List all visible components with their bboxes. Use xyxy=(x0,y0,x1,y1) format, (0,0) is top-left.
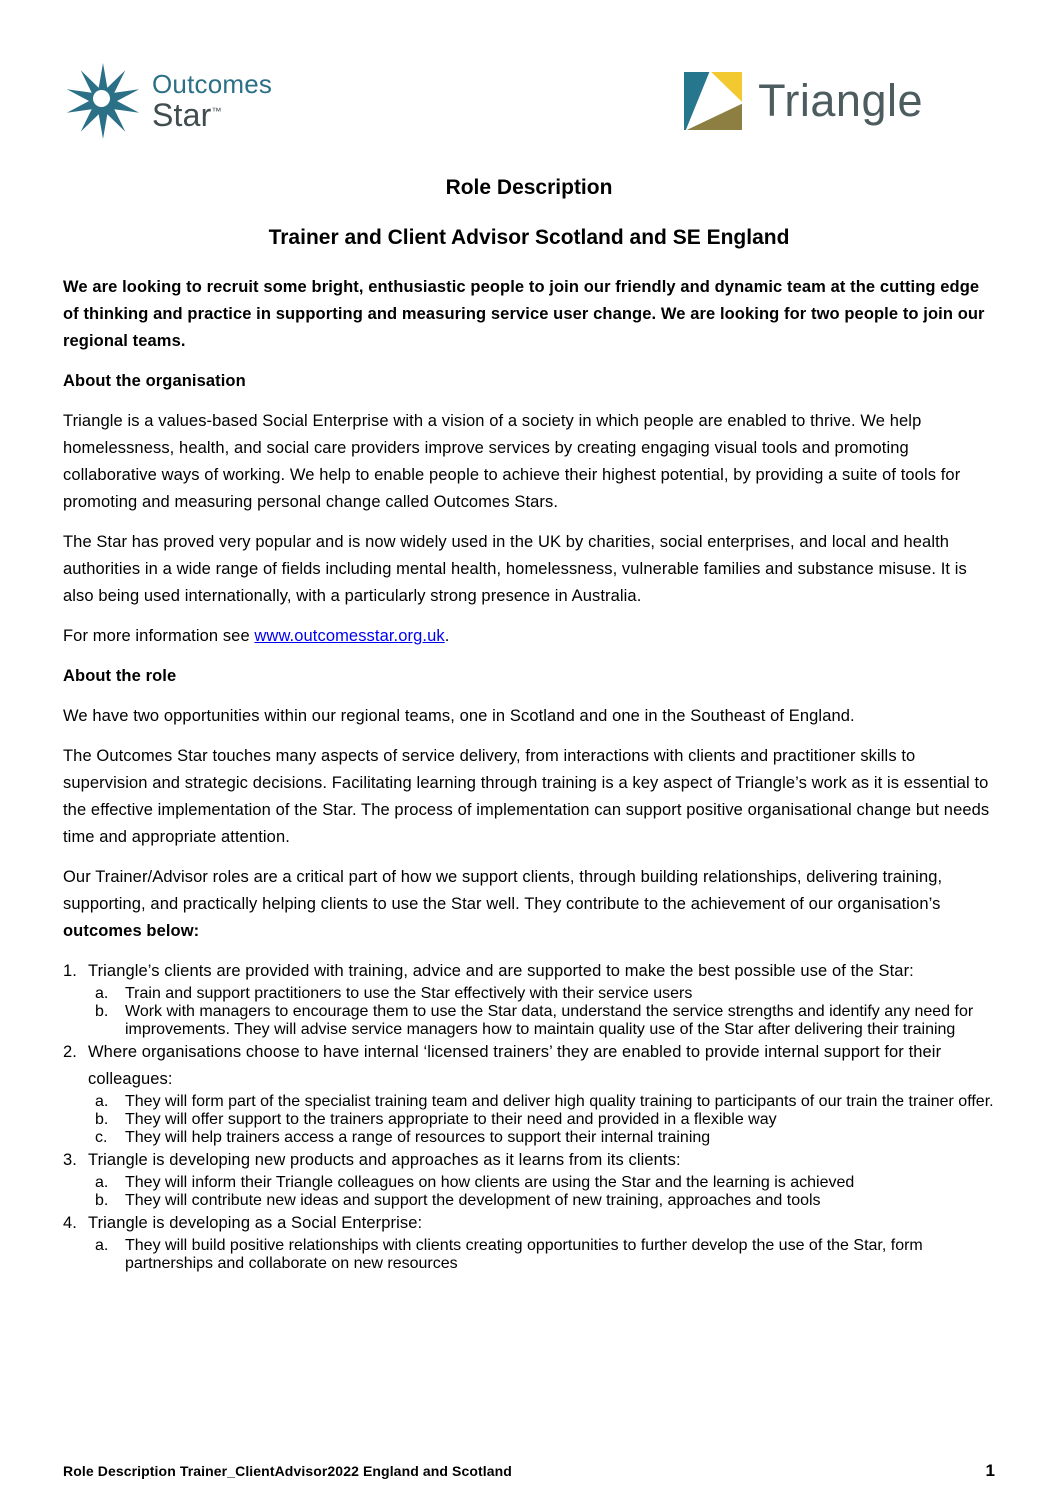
list-item-text: Triangle is developing as a Social Enterprise: xyxy=(88,1214,423,1232)
list-subitem xyxy=(63,1237,995,1273)
list-subitem-text: They will offer support to the trainers appropriate to their need and provided in a flexible way xyxy=(125,1111,777,1128)
trademark-symbol: ™ xyxy=(211,106,222,118)
footer-document-name: Role Description Trainer_ClientAdvisor2022 England and Scotland xyxy=(63,1463,512,1479)
list-subitem-text: They will build positive relationships with clients creating opportunities to further develop the use of the Star, form partnerships and collaborate on new resources xyxy=(125,1237,923,1272)
list-subitem-letter: a. xyxy=(95,1093,109,1110)
outcomes-star-logo xyxy=(63,61,272,141)
page-footer xyxy=(63,1461,995,1481)
list-subitem xyxy=(63,1192,995,1210)
more-information-prefix: For more information see xyxy=(63,627,255,645)
list-subitem xyxy=(63,1174,995,1192)
role-paragraph-3-text: Our Trainer/Advisor roles are a critical part of how we support clients, through building relationships, delivering training, supporting, and practically helping clients to use the Star well. They contribute to the achievement of our organisation’s xyxy=(63,868,943,913)
outcomes-star-word2: Star™ xyxy=(152,97,222,133)
list-subitem-letter: c. xyxy=(95,1129,108,1146)
list-subitem xyxy=(63,1129,995,1147)
about-role-heading: About the role xyxy=(63,667,177,685)
list-item xyxy=(63,958,995,985)
list-subitem xyxy=(63,1003,995,1039)
list-item xyxy=(63,1147,995,1174)
more-information-suffix: . xyxy=(444,627,450,645)
organisation-paragraph-2: The Star has proved very popular and is now widely used in the UK by charities, social enterprises, and local and health authorities in a wide range of fields including mental health, homelessness, vulnerable families and substance misuse. It is also being used internationally, with a particularly strong presence in Australia. xyxy=(63,533,967,605)
outcomes-list xyxy=(63,958,995,1273)
list-subitem-letter: b. xyxy=(95,1111,109,1128)
role-paragraph-2: The Outcomes Star touches many aspects of service delivery, from interactions with clients and practitioner skills to supervision and strategic decisions. Facilitating learning through training is a key aspect of Triangle’s work as it is essential to the effective implementation of the Star. The process of implementation can support positive organisational change but needs time and appropriate attention. xyxy=(63,747,990,846)
list-subitem-text: They will inform their Triangle colleagues on how clients are using the Star and the learning is achieved xyxy=(125,1174,855,1191)
list-item-number: 4. xyxy=(63,1214,77,1232)
header xyxy=(63,60,995,142)
list-item-text: Triangle’s clients are provided with training, advice and are supported to make the best possible use of the Star: xyxy=(88,962,914,980)
list-subitem-letter: a. xyxy=(95,1174,109,1191)
list-subitem-letter: b. xyxy=(95,1192,109,1209)
outcomes-star-icon xyxy=(63,61,143,141)
outcomes-star-word1: Outcomes xyxy=(152,69,273,99)
triangle-icon xyxy=(684,71,742,131)
list-subitem-letter: a. xyxy=(95,1237,109,1254)
list-subitem-text: Work with managers to encourage them to use the Star data, understand the service strengths and identify any need for improvements. They will advise service managers how to maintain quality use of the Star after delivering their training xyxy=(125,1003,974,1038)
list-item xyxy=(63,1210,995,1237)
outcomesstar-website-link[interactable]: www.outcomesstar.org.uk xyxy=(254,627,445,645)
about-organisation-heading: About the organisation xyxy=(63,372,246,390)
triangle-logo xyxy=(684,71,923,131)
role-paragraph-3 xyxy=(63,864,995,945)
document-title: Role Description xyxy=(445,176,613,199)
list-subitem-letter: a. xyxy=(95,985,109,1002)
role-paragraph-1: We have two opportunities within our regional teams, one in Scotland and one in the Southeast of England. xyxy=(63,707,855,725)
more-information-line xyxy=(63,623,995,650)
list-subitem-text: They will contribute new ideas and support the development of new training, approaches and tools xyxy=(125,1192,821,1209)
list-item-text: Triangle is developing new products and approaches as it learns from its clients: xyxy=(88,1151,681,1169)
list-item-number: 3. xyxy=(63,1151,77,1169)
list-subitem xyxy=(63,1093,995,1111)
list-subitem-text: They will help trainers access a range of resources to support their internal training xyxy=(125,1129,711,1146)
list-subitem-letter: b. xyxy=(95,1003,109,1020)
document-subtitle: Trainer and Client Advisor Scotland and SE England xyxy=(268,226,790,249)
list-subitem-text: They will form part of the specialist training team and deliver high quality training to participants of our train the trainer offer. xyxy=(125,1093,994,1110)
outcomes-below-label: outcomes below: xyxy=(63,922,200,940)
list-item-number: 2. xyxy=(63,1043,77,1061)
outcomes-star-wordmark xyxy=(152,71,272,131)
list-item xyxy=(63,1039,995,1093)
list-subitem xyxy=(63,985,995,1003)
list-item-number: 1. xyxy=(63,962,77,980)
list-subitem-text: Train and support practitioners to use the Star effectively with their service users xyxy=(125,985,693,1002)
triangle-wordmark: Triangle xyxy=(758,75,923,126)
list-item-text: Where organisations choose to have internal ‘licensed trainers’ they are enabled to provide internal support for their colleagues: xyxy=(88,1043,942,1088)
footer-page-number: 1 xyxy=(985,1461,995,1480)
organisation-paragraph-1: Triangle is a values-based Social Enterprise with a vision of a society in which people are enabled to thrive. We help homelessness, health, and social care providers improve services by creating engaging visual tools and promoting collaborative ways of working. We help to enable people to achieve their highest potential, by providing a suite of tools for promoting and measuring personal change called Outcomes Stars. xyxy=(63,412,961,511)
intro-paragraph: We are looking to recruit some bright, enthusiastic people to join our friendly and dynamic team at the cutting edge of thinking and practice in supporting and measuring service user change. We are looking for two people to join our regional teams. xyxy=(63,278,985,350)
list-subitem xyxy=(63,1111,995,1129)
